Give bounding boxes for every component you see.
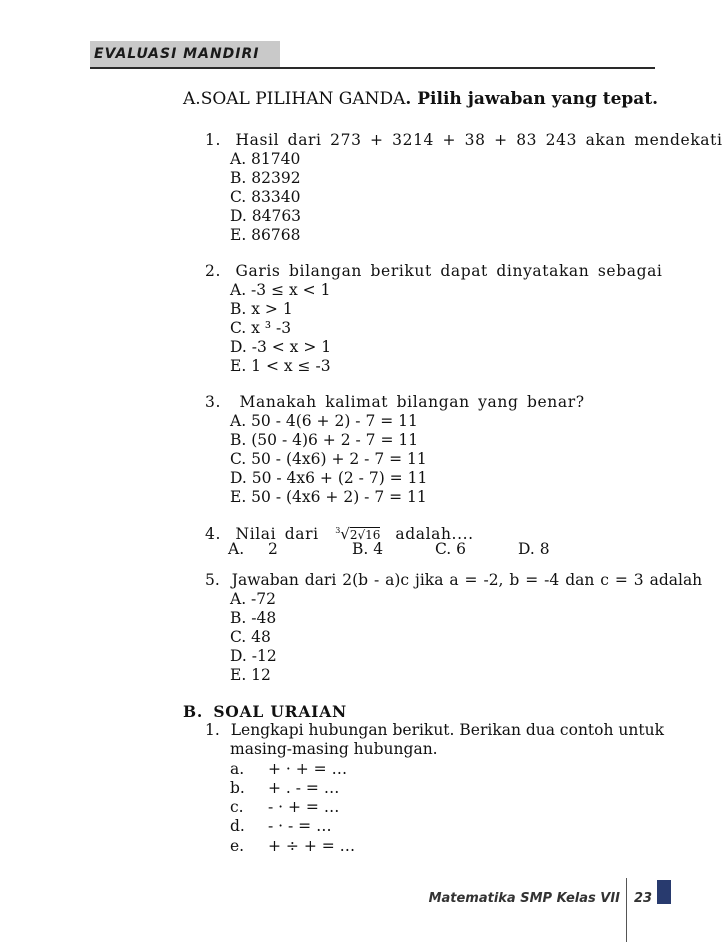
- question-text-continued: masing-masing hubungan.: [230, 740, 438, 758]
- option: C. 6: [435, 540, 467, 558]
- radical-expression: $^3$√2√16: [335, 525, 381, 544]
- question-1: [205, 131, 723, 150]
- root-index: 3: [335, 526, 341, 535]
- option: E. 50 - (4x6 + 2) - 7 = 11: [230, 488, 427, 506]
- option: A. 81740: [230, 150, 301, 168]
- relation-expression: + ÷ + = …: [268, 837, 356, 855]
- relation-label: e.: [230, 837, 245, 855]
- option: A. -72: [230, 590, 277, 608]
- question-text: Jawaban dari 2(b - a)c jika a = -2, b = -4 dan c = 3 adalah: [231, 571, 703, 589]
- relation-expression: - · - = …: [268, 817, 332, 835]
- footer-divider: [626, 878, 627, 942]
- relation-label: a.: [230, 760, 245, 778]
- question-4: [205, 521, 474, 545]
- section-a-instruction: . Pilih jawaban yang tepat.: [405, 89, 659, 109]
- question-number: 5.: [205, 571, 220, 589]
- root-body: 2√16: [349, 528, 381, 543]
- option: A. -3 ≤ x < 1: [230, 281, 331, 299]
- page-header-title: EVALUASI MANDIRI: [94, 46, 260, 62]
- section-a-title: SOAL PILIHAN GANDA: [200, 89, 406, 109]
- relation-expression: + · + = …: [268, 760, 348, 778]
- section-b-heading: [183, 702, 347, 721]
- essay-question-1: [205, 721, 664, 740]
- option: B. x > 1: [230, 300, 293, 318]
- footer-book-title: Matematika SMP Kelas VII: [428, 891, 620, 906]
- option: C. x ³ -3: [230, 319, 292, 337]
- question-2: [205, 262, 663, 281]
- question-number: 1.: [205, 131, 221, 149]
- question-number: 4.: [205, 525, 221, 544]
- option: A. 50 - 4(6 + 2) - 7 = 11: [230, 412, 418, 430]
- option: A.: [228, 540, 245, 558]
- option: D. 84763: [230, 207, 302, 225]
- question-number: 1.: [205, 721, 220, 739]
- question-text-after: adalah....: [395, 525, 474, 544]
- question-text: Manakah kalimat bilangan yang benar?: [239, 393, 585, 411]
- option: E. 12: [230, 666, 271, 684]
- section-b-title: SOAL URAIAN: [213, 702, 347, 721]
- section-a-heading: [183, 90, 658, 109]
- question-3: [205, 393, 585, 412]
- page-tab-marker: [657, 880, 671, 904]
- relation-expression: - · + = …: [268, 798, 340, 816]
- relation-label: b.: [230, 779, 245, 797]
- relation-expression: + . - = …: [268, 779, 340, 797]
- question-text: Garis bilangan berikut dapat dinyatakan sebagai: [235, 262, 663, 280]
- header-rule: [90, 67, 655, 69]
- question-text: Nilai dari: [235, 525, 319, 544]
- option: D. -12: [230, 647, 277, 665]
- option: C. 83340: [230, 188, 301, 206]
- question-text: Lengkapi hubungan berikut. Berikan dua contoh untuk: [230, 721, 664, 739]
- option: B. -48: [230, 609, 277, 627]
- option: 2: [268, 540, 278, 558]
- relation-label: c.: [230, 798, 244, 816]
- section-a-letter: A.: [183, 89, 201, 109]
- relation-label: d.: [230, 817, 245, 835]
- option: C. 48: [230, 628, 271, 646]
- question-text: Hasil dari 273 + 3214 + 38 + 83 243 akan mendekati: [235, 131, 723, 149]
- option: D. 50 - 4x6 + (2 - 7) = 11: [230, 469, 428, 487]
- page-number: 23: [634, 891, 653, 906]
- question-5: [205, 571, 702, 590]
- option: B. 4: [352, 540, 384, 558]
- option: E. 1 < x ≤ -3: [230, 357, 331, 375]
- option: B. 82392: [230, 169, 301, 187]
- option: E. 86768: [230, 226, 301, 244]
- option: D. 8: [518, 540, 550, 558]
- option: D. -3 < x > 1: [230, 338, 332, 356]
- question-number: 3.: [205, 393, 221, 411]
- option: B. (50 - 4)6 + 2 - 7 = 11: [230, 431, 419, 449]
- option: C. 50 - (4x6) + 2 - 7 = 11: [230, 450, 427, 468]
- question-number: 2.: [205, 262, 221, 280]
- section-b-letter: B.: [183, 702, 204, 721]
